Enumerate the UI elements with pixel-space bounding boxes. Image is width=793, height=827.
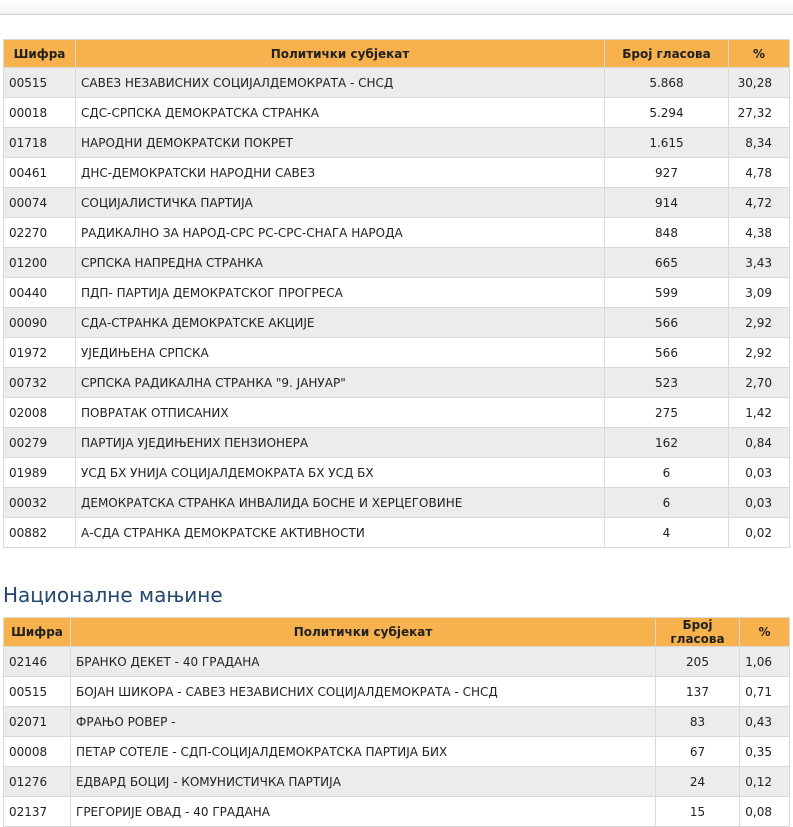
- cell-code: 00074: [4, 188, 76, 218]
- header-votes: Број гласова: [656, 618, 740, 647]
- cell-percent: 4,38: [729, 218, 790, 248]
- table-row: [4, 308, 790, 338]
- cell-votes: 566: [605, 338, 729, 368]
- cell-code: 00732: [4, 368, 76, 398]
- cell-percent: 1,42: [729, 398, 790, 428]
- cell-percent: 30,28: [729, 68, 790, 98]
- cell-party: СДС-СРПСКА ДЕМОКРАТСКА СТРАНКА: [76, 98, 605, 128]
- cell-code: 00515: [4, 677, 71, 707]
- table-row: [4, 647, 790, 677]
- table-row: [4, 128, 790, 158]
- cell-percent: 0,84: [729, 428, 790, 458]
- cell-code: 00008: [4, 737, 71, 767]
- cell-percent: 0,03: [729, 458, 790, 488]
- cell-percent: 2,70: [729, 368, 790, 398]
- cell-code: 00440: [4, 278, 76, 308]
- cell-votes: 5.868: [605, 68, 729, 98]
- cell-party: БРАНКО ДЕКЕТ - 40 ГРАДАНА: [71, 647, 656, 677]
- cell-percent: 0,02: [729, 518, 790, 548]
- table-row: [4, 158, 790, 188]
- cell-party: ЕДВАРД БОЦИЈ - КОМУНИСТИЧКА ПАРТИЈА: [71, 767, 656, 797]
- table-row: [4, 797, 790, 827]
- cell-percent: 0,08: [740, 797, 790, 827]
- cell-code: 01276: [4, 767, 71, 797]
- cell-votes: 4: [605, 518, 729, 548]
- cell-percent: 0,12: [740, 767, 790, 797]
- table-row: [4, 737, 790, 767]
- table-row: [4, 677, 790, 707]
- cell-code: 00032: [4, 488, 76, 518]
- header-votes: Број гласова: [605, 40, 729, 68]
- cell-votes: 24: [656, 767, 740, 797]
- results-table: [3, 39, 790, 548]
- cell-votes: 205: [656, 647, 740, 677]
- cell-percent: 0,71: [740, 677, 790, 707]
- cell-votes: 67: [656, 737, 740, 767]
- table-row: [4, 218, 790, 248]
- cell-votes: 566: [605, 308, 729, 338]
- cell-votes: 848: [605, 218, 729, 248]
- cell-percent: 8,34: [729, 128, 790, 158]
- cell-votes: 15: [656, 797, 740, 827]
- cell-votes: 927: [605, 158, 729, 188]
- cell-party: УЈЕДИЊЕНА СРПСКА: [76, 338, 605, 368]
- cell-code: 02270: [4, 218, 76, 248]
- header-code: Шифра: [4, 618, 71, 647]
- cell-party: ДЕМОКРАТСКА СТРАНКА ИНВАЛИДА БОСНЕ И ХЕРЦЕГОВИНЕ: [76, 488, 605, 518]
- cell-code: 00882: [4, 518, 76, 548]
- table-row: [4, 68, 790, 98]
- table-row: [4, 278, 790, 308]
- cell-party: ПЕТАР СОТЕЛЕ - СДП-СОЦИЈАЛДЕМОКРАТСКА ПАРТИЈА БИХ: [71, 737, 656, 767]
- cell-votes: 1.615: [605, 128, 729, 158]
- cell-percent: 4,78: [729, 158, 790, 188]
- table-row: [4, 488, 790, 518]
- table-row: [4, 707, 790, 737]
- table-row: [4, 767, 790, 797]
- cell-code: 02071: [4, 707, 71, 737]
- cell-party: САВЕЗ НЕЗАВИСНИХ СОЦИЈАЛДЕМОКРАТА - СНСД: [76, 68, 605, 98]
- table-row: [4, 248, 790, 278]
- cell-votes: 275: [605, 398, 729, 428]
- table-header-row: [4, 40, 790, 68]
- table-row: [4, 428, 790, 458]
- cell-code: 00018: [4, 98, 76, 128]
- cell-percent: 1,06: [740, 647, 790, 677]
- table-row: [4, 518, 790, 548]
- minorities-table: [3, 617, 790, 827]
- cell-code: 00515: [4, 68, 76, 98]
- cell-votes: 5.294: [605, 98, 729, 128]
- cell-code: 00461: [4, 158, 76, 188]
- minorities-title: Националне мањине: [3, 583, 223, 607]
- cell-party: ДНС-ДЕМОКРАТСКИ НАРОДНИ САВЕЗ: [76, 158, 605, 188]
- table-row: [4, 458, 790, 488]
- cell-percent: 3,09: [729, 278, 790, 308]
- cell-votes: 599: [605, 278, 729, 308]
- table-header-row: [4, 618, 790, 647]
- table-row: [4, 398, 790, 428]
- cell-party: СРПСКА РАДИКАЛНА СТРАНКА "9. ЈАНУАР": [76, 368, 605, 398]
- table-row: [4, 338, 790, 368]
- cell-code: 01989: [4, 458, 76, 488]
- cell-party: РАДИКАЛНО ЗА НАРОД-СРС РС-СРС-СНАГА НАРОДА: [76, 218, 605, 248]
- cell-party: А-СДА СТРАНКА ДЕМОКРАТСКЕ АКТИВНОСТИ: [76, 518, 605, 548]
- cell-party: ПДП- ПАРТИЈА ДЕМОКРАТСКОГ ПРОГРЕСА: [76, 278, 605, 308]
- cell-party: НАРОДНИ ДЕМОКРАТСКИ ПОКРЕТ: [76, 128, 605, 158]
- cell-percent: 2,92: [729, 338, 790, 368]
- table-row: [4, 368, 790, 398]
- cell-votes: 6: [605, 488, 729, 518]
- cell-percent: 4,72: [729, 188, 790, 218]
- header-party: Политички субјекат: [76, 40, 605, 68]
- header-code: Шифра: [4, 40, 76, 68]
- cell-votes: 83: [656, 707, 740, 737]
- top-bar: [0, 0, 793, 15]
- cell-party: ФРАЊО РОВЕР -: [71, 707, 656, 737]
- cell-party: УСД БХ УНИЈА СОЦИЈАЛДЕМОКРАТА БХ УСД БХ: [76, 458, 605, 488]
- cell-percent: 27,32: [729, 98, 790, 128]
- cell-percent: 0,35: [740, 737, 790, 767]
- cell-votes: 523: [605, 368, 729, 398]
- cell-code: 02146: [4, 647, 71, 677]
- cell-code: 02137: [4, 797, 71, 827]
- header-percent: %: [740, 618, 790, 647]
- cell-code: 00279: [4, 428, 76, 458]
- cell-percent: 0,03: [729, 488, 790, 518]
- cell-code: 00090: [4, 308, 76, 338]
- cell-percent: 3,43: [729, 248, 790, 278]
- cell-code: 01972: [4, 338, 76, 368]
- cell-votes: 665: [605, 248, 729, 278]
- cell-party: СОЦИЈАЛИСТИЧКА ПАРТИЈА: [76, 188, 605, 218]
- cell-party: ПОВРАТАК ОТПИСАНИХ: [76, 398, 605, 428]
- cell-code: 01718: [4, 128, 76, 158]
- cell-code: 02008: [4, 398, 76, 428]
- cell-percent: 2,92: [729, 308, 790, 338]
- cell-party: БОЈАН ШИКОРА - САВЕЗ НЕЗАВИСНИХ СОЦИЈАЛДЕМОКРАТА - СНСД: [71, 677, 656, 707]
- header-party: Политички субјекат: [71, 618, 656, 647]
- table-row: [4, 98, 790, 128]
- cell-party: СДА-СТРАНКА ДЕМОКРАТСКЕ АКЦИЈЕ: [76, 308, 605, 338]
- table-row: [4, 188, 790, 218]
- cell-votes: 137: [656, 677, 740, 707]
- cell-party: СРПСКА НАПРЕДНА СТРАНКА: [76, 248, 605, 278]
- cell-votes: 162: [605, 428, 729, 458]
- cell-party: ПАРТИЈА УЈЕДИЊЕНИХ ПЕНЗИОНЕРА: [76, 428, 605, 458]
- cell-votes: 914: [605, 188, 729, 218]
- cell-votes: 6: [605, 458, 729, 488]
- cell-code: 01200: [4, 248, 76, 278]
- cell-percent: 0,43: [740, 707, 790, 737]
- cell-party: ГРЕГОРИЈЕ ОВАД - 40 ГРАДАНА: [71, 797, 656, 827]
- header-percent: %: [729, 40, 790, 68]
